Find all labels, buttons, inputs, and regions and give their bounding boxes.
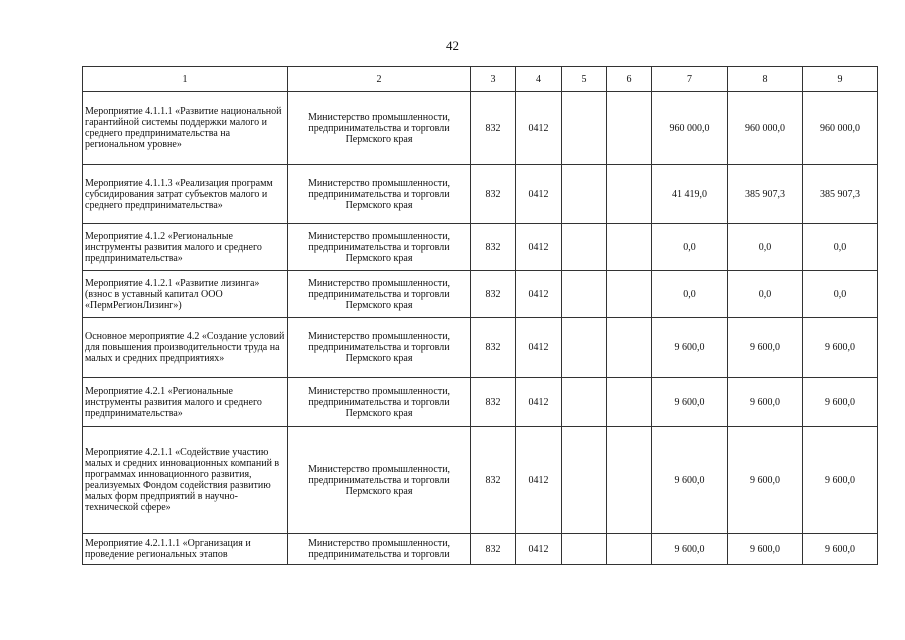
code-col-5 bbox=[562, 271, 607, 318]
amount-col-9: 9 600,0 bbox=[803, 318, 878, 378]
table-row bbox=[83, 92, 878, 165]
table-row bbox=[83, 271, 878, 318]
code-col-4: 0412 bbox=[516, 165, 562, 224]
code-col-6 bbox=[607, 378, 652, 427]
table-row bbox=[83, 224, 878, 271]
budget-table bbox=[82, 66, 878, 565]
code-col-4: 0412 bbox=[516, 92, 562, 165]
code-col-5 bbox=[562, 318, 607, 378]
header-col-2: 2 bbox=[288, 67, 471, 92]
code-col-3: 832 bbox=[471, 165, 516, 224]
code-col-4: 0412 bbox=[516, 318, 562, 378]
code-col-5 bbox=[562, 378, 607, 427]
code-col-3: 832 bbox=[471, 534, 516, 565]
header-col-4: 4 bbox=[516, 67, 562, 92]
code-col-3: 832 bbox=[471, 318, 516, 378]
code-col-4: 0412 bbox=[516, 534, 562, 565]
responsible-org: Министерство промышленности, предпринимательства и торговли Пермского края bbox=[288, 271, 471, 318]
header-col-1: 1 bbox=[83, 67, 288, 92]
activity-name: Мероприятие 4.1.2.1 «Развитие лизинга» (взнос в уставный капитал ООО «ПермРегионЛизинг») bbox=[83, 271, 288, 318]
responsible-org: Министерство промышленности, предпринимательства и торговли Пермского края bbox=[288, 165, 471, 224]
table-row bbox=[83, 427, 878, 534]
amount-col-7: 41 419,0 bbox=[652, 165, 728, 224]
code-col-6 bbox=[607, 427, 652, 534]
responsible-org: Министерство промышленности, предпринимательства и торговли Пермского края bbox=[288, 92, 471, 165]
amount-col-7: 960 000,0 bbox=[652, 92, 728, 165]
table-row bbox=[83, 318, 878, 378]
code-col-6 bbox=[607, 318, 652, 378]
table-row bbox=[83, 165, 878, 224]
responsible-org: Министерство промышленности, предпринимательства и торговли Пермского края bbox=[288, 318, 471, 378]
table-row bbox=[83, 378, 878, 427]
code-col-5 bbox=[562, 165, 607, 224]
amount-col-9: 385 907,3 bbox=[803, 165, 878, 224]
activity-name: Мероприятие 4.1.1.1 «Развитие национальной гарантийной системы поддержки малого и среднего предпринимательства на региональном уровне» bbox=[83, 92, 288, 165]
header-col-6: 6 bbox=[607, 67, 652, 92]
amount-col-9: 9 600,0 bbox=[803, 427, 878, 534]
responsible-org: Министерство промышленности, предпринимательства и торговли Пермского края bbox=[288, 224, 471, 271]
code-col-6 bbox=[607, 224, 652, 271]
amount-col-9: 960 000,0 bbox=[803, 92, 878, 165]
code-col-6 bbox=[607, 165, 652, 224]
amount-col-9: 9 600,0 bbox=[803, 378, 878, 427]
header-col-3: 3 bbox=[471, 67, 516, 92]
amount-col-8: 9 600,0 bbox=[728, 318, 803, 378]
header-row bbox=[83, 67, 878, 92]
page-number: 42 bbox=[446, 38, 459, 53]
amount-col-7: 9 600,0 bbox=[652, 378, 728, 427]
code-col-5 bbox=[562, 427, 607, 534]
code-col-6 bbox=[607, 271, 652, 318]
activity-name: Мероприятие 4.2.1.1.1 «Организация и проведение региональных этапов bbox=[83, 534, 288, 565]
code-col-4: 0412 bbox=[516, 271, 562, 318]
amount-col-9: 9 600,0 bbox=[803, 534, 878, 565]
amount-col-8: 9 600,0 bbox=[728, 378, 803, 427]
activity-name: Основное мероприятие 4.2 «Создание условий для повышения производительности труда на малых и средних предприятиях» bbox=[83, 318, 288, 378]
amount-col-9: 0,0 bbox=[803, 224, 878, 271]
amount-col-7: 9 600,0 bbox=[652, 427, 728, 534]
responsible-org: Министерство промышленности, предпринимательства и торговли Пермского края bbox=[288, 378, 471, 427]
code-col-4: 0412 bbox=[516, 427, 562, 534]
activity-name: Мероприятие 4.2.1.1 «Содействие участию малых и средних инновационных компаний в программах инновационного развития, реализуемых Фондом содействия развитию малых форм предприятий в научно-технической сфере» bbox=[83, 427, 288, 534]
code-col-5 bbox=[562, 534, 607, 565]
code-col-3: 832 bbox=[471, 427, 516, 534]
amount-col-8: 385 907,3 bbox=[728, 165, 803, 224]
code-col-3: 832 bbox=[471, 271, 516, 318]
code-col-3: 832 bbox=[471, 378, 516, 427]
code-col-6 bbox=[607, 534, 652, 565]
amount-col-7: 9 600,0 bbox=[652, 318, 728, 378]
activity-name: Мероприятие 4.2.1 «Региональные инструменты развития малого и среднего предпринимательства» bbox=[83, 378, 288, 427]
activity-name: Мероприятие 4.1.2 «Региональные инструменты развития малого и среднего предпринимательства» bbox=[83, 224, 288, 271]
code-col-5 bbox=[562, 224, 607, 271]
amount-col-8: 0,0 bbox=[728, 224, 803, 271]
table-row bbox=[83, 534, 878, 565]
amount-col-8: 0,0 bbox=[728, 271, 803, 318]
amount-col-8: 9 600,0 bbox=[728, 534, 803, 565]
code-col-3: 832 bbox=[471, 92, 516, 165]
amount-col-8: 9 600,0 bbox=[728, 427, 803, 534]
amount-col-7: 9 600,0 bbox=[652, 534, 728, 565]
code-col-3: 832 bbox=[471, 224, 516, 271]
responsible-org: Министерство промышленности, предпринимательства и торговли Пермского края bbox=[288, 427, 471, 534]
code-col-4: 0412 bbox=[516, 378, 562, 427]
header-col-7: 7 bbox=[652, 67, 728, 92]
amount-col-7: 0,0 bbox=[652, 271, 728, 318]
amount-col-9: 0,0 bbox=[803, 271, 878, 318]
header-col-9: 9 bbox=[803, 67, 878, 92]
code-col-4: 0412 bbox=[516, 224, 562, 271]
header-col-5: 5 bbox=[562, 67, 607, 92]
amount-col-7: 0,0 bbox=[652, 224, 728, 271]
amount-col-8: 960 000,0 bbox=[728, 92, 803, 165]
responsible-org: Министерство промышленности, предпринимательства и торговли bbox=[288, 534, 471, 565]
code-col-5 bbox=[562, 92, 607, 165]
code-col-6 bbox=[607, 92, 652, 165]
header-col-8: 8 bbox=[728, 67, 803, 92]
activity-name: Мероприятие 4.1.1.3 «Реализация программ субсидирования затрат субъектов малого и среднего предпринимательства» bbox=[83, 165, 288, 224]
